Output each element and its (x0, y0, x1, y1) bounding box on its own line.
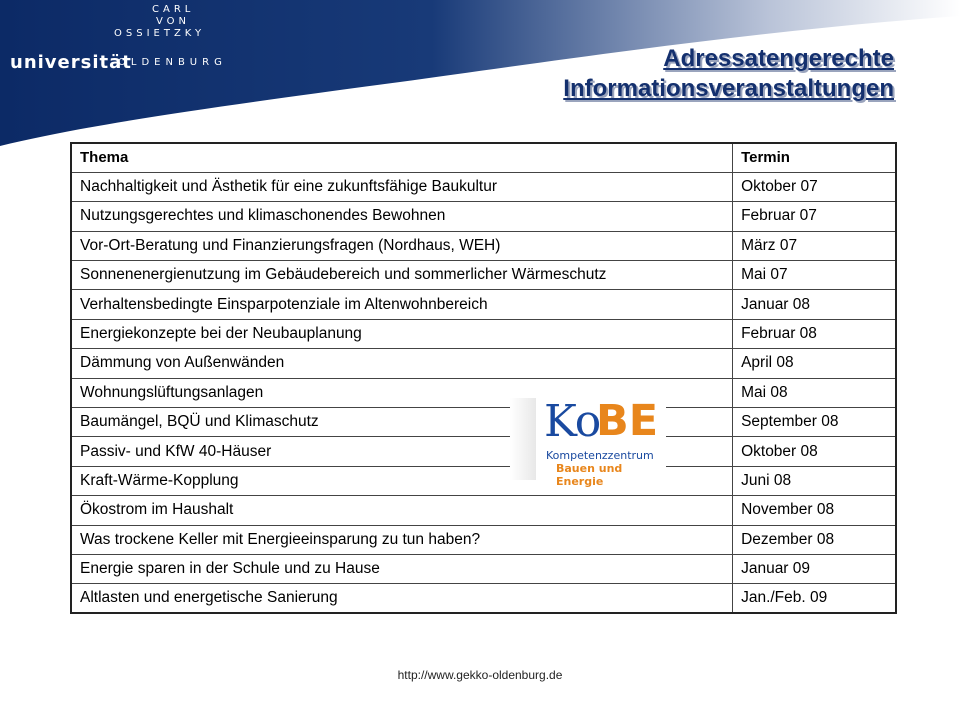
page-title-line-1: Adressatengerechte (663, 45, 894, 72)
university-logo (0, 0, 240, 90)
table-row (71, 466, 896, 495)
date-cell: April 08 (733, 349, 896, 378)
topic-cell: Altlasten und energetische Sanierung (71, 584, 733, 613)
table-row (71, 202, 896, 231)
page-title (563, 44, 894, 104)
table-row (71, 525, 896, 554)
date-cell: September 08 (733, 408, 896, 437)
page-title-line-2: Informationsveranstaltungen (563, 75, 894, 102)
topic-cell: Energie sparen in der Schule und zu Hause (71, 554, 733, 583)
date-cell: Juni 08 (733, 466, 896, 495)
footer-url: http://www.gekko-oldenburg.de (397, 668, 563, 682)
events-table (70, 142, 897, 614)
date-cell: Februar 08 (733, 319, 896, 348)
table-row (71, 261, 896, 290)
kobe-logo-ko: Ko (544, 396, 601, 447)
date-cell: Mai 08 (733, 378, 896, 407)
logo-von: VON (156, 16, 191, 27)
table-row (71, 349, 896, 378)
date-cell: Januar 08 (733, 290, 896, 319)
table-row (71, 231, 896, 260)
table-row (71, 172, 896, 201)
topic-cell: Was trockene Keller mit Energieeinsparung zu tun haben? (71, 525, 733, 554)
kobe-logo-be: BE (596, 396, 659, 446)
topic-cell: Sonnenenergienutzung im Gebäudebereich und sommerlicher Wärmeschutz (71, 261, 733, 290)
header-termin: Termin (733, 143, 896, 172)
kobe-logo-subtitle-2: Bauen und Energie (556, 462, 623, 488)
topic-cell: Kraft-Wärme-Kopplung (71, 466, 733, 495)
table-row (71, 378, 896, 407)
table-row (71, 408, 896, 437)
topic-cell: Verhaltensbedingte Einsparpotenziale im Altenwohnbereich (71, 290, 733, 319)
table-row (71, 319, 896, 348)
date-cell: März 07 (733, 231, 896, 260)
date-cell: Jan./Feb. 09 (733, 584, 896, 613)
header-thema: Thema (71, 143, 733, 172)
table-row (71, 290, 896, 319)
topic-cell: Baumängel, BQÜ und Klimaschutz (71, 408, 733, 437)
logo-ossietzky: OSSIETZKY (114, 28, 206, 39)
logo-oldenburg: OLDENBURG (118, 57, 227, 68)
table-row (71, 437, 896, 466)
date-cell: Mai 07 (733, 261, 896, 290)
date-cell: Januar 09 (733, 554, 896, 583)
logo-universitaet: universität (10, 52, 132, 73)
topic-cell: Nachhaltigkeit und Ästhetik für eine zukunftsfähige Baukultur (71, 172, 733, 201)
topic-cell: Ökostrom im Haushalt (71, 496, 733, 525)
table-header-row (71, 143, 896, 172)
topic-cell: Nutzungsgerechtes und klimaschonendes Bewohnen (71, 202, 733, 231)
logo-carl: CARL (152, 4, 195, 15)
date-cell: November 08 (733, 496, 896, 525)
kobe-logo-subtitle-1: Kompetenzzentrum (546, 449, 654, 462)
topic-cell: Passiv- und KfW 40-Häuser (71, 437, 733, 466)
date-cell: Oktober 08 (733, 437, 896, 466)
topic-cell: Vor-Ort-Beratung und Finanzierungsfragen (Nordhaus, WEH) (71, 231, 733, 260)
kobe-logo-shade (510, 398, 536, 480)
date-cell: Februar 07 (733, 202, 896, 231)
topic-cell: Energiekonzepte bei der Neubauplanung (71, 319, 733, 348)
table-row (71, 584, 896, 613)
date-cell: Dezember 08 (733, 525, 896, 554)
kobe-logo (510, 396, 666, 488)
topic-cell: Dämmung von Außenwänden (71, 349, 733, 378)
topic-cell: Wohnungslüftungsanlagen (71, 378, 733, 407)
table-row (71, 496, 896, 525)
date-cell: Oktober 07 (733, 172, 896, 201)
table-row (71, 554, 896, 583)
